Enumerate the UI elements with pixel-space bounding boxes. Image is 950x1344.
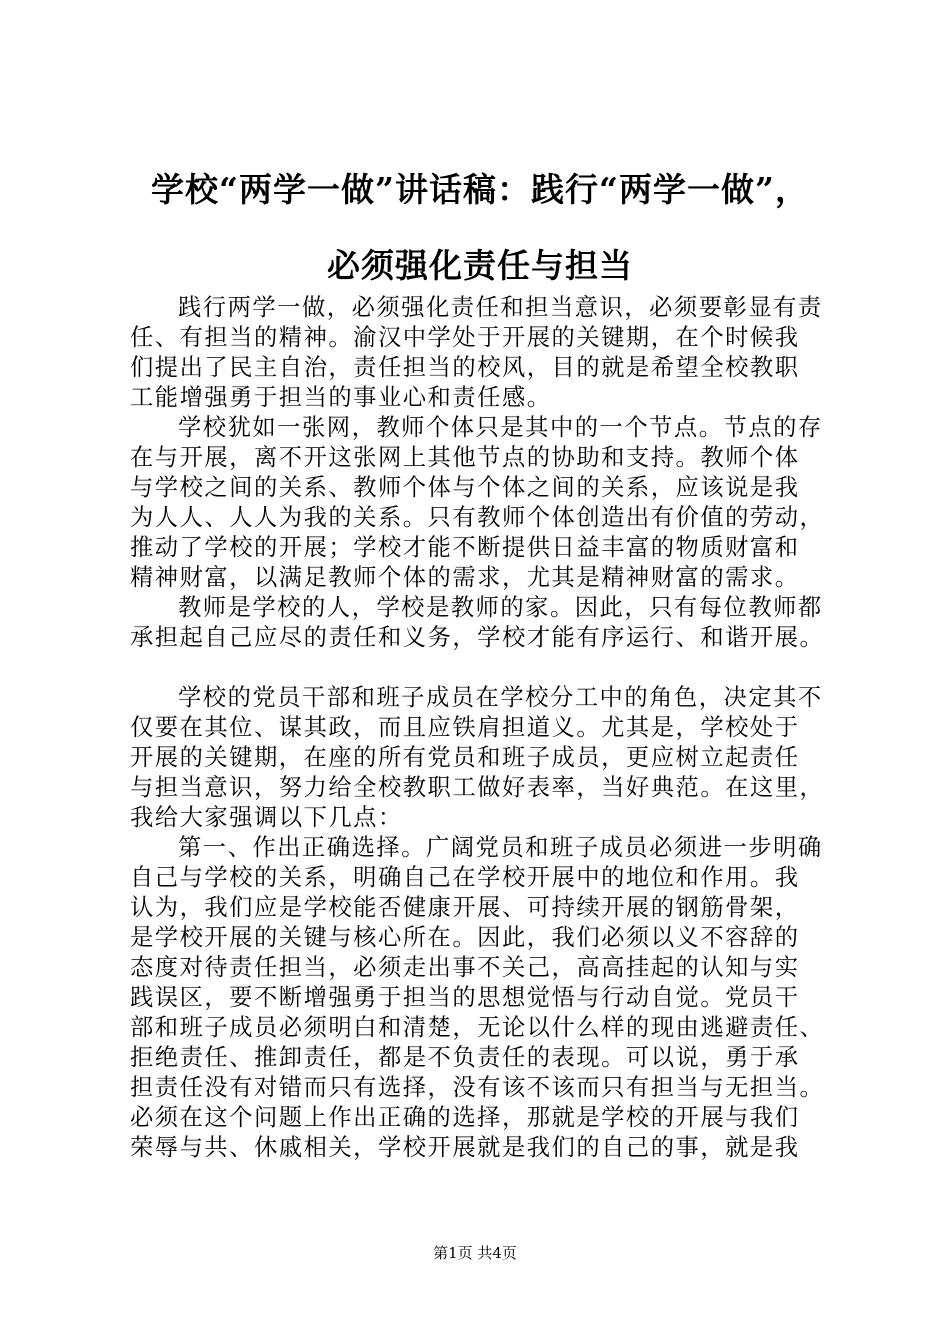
paragraph-4 <box>130 683 850 833</box>
text-line: 必须在这个问题上作出正确的选择，那就是学校的开展与我们 <box>130 1104 800 1131</box>
page-footer: 第1页 共4页 <box>433 1244 517 1262</box>
paragraph-spacer <box>130 653 850 683</box>
paragraph-2 <box>130 413 850 593</box>
text-line: 践误区，要不断增强勇于担当的思想觉悟与行动自觉。党员干 <box>130 984 800 1011</box>
text-line: 与学校之间的关系、教师个体与个体之间的关系，应该说是我 <box>130 474 800 501</box>
text-line: 第一、作出正确选择。广阔党员和班子成员必须进一步明确 <box>178 834 823 861</box>
text-line: 在与开展，离不开这张网上其他节点的协助和支持。教师个体 <box>130 444 800 471</box>
text-line: 我给大家强调以下几点： <box>130 804 403 831</box>
text-line: 态度对待责任担当，必须走出事不关己，高高挂起的认知与实 <box>130 954 800 981</box>
text-line: 践行两学一做，必须强化责任和担当意识，必须要彰显有责 <box>178 294 823 321</box>
text-line: 仅要在其位、谋其政，而且应铁肩担道义。尤其是，学校处于 <box>130 714 800 741</box>
text-line: 承担起自己应尽的责任和义务，学校才能有序运行、和谐开展。 <box>130 624 825 651</box>
text-line: 是学校开展的关键与核心所在。因此，我们必须以义不容辞的 <box>130 924 800 951</box>
document-body <box>130 293 850 1163</box>
text-line: 自己与学校的关系，明确自己在学校开展中的地位和作用。我 <box>130 864 800 891</box>
text-line: 推动了学校的开展；学校才能不断提供日益丰富的物质财富和 <box>130 534 800 561</box>
text-line: 工能增强勇于担当的事业心和责任感。 <box>130 384 552 411</box>
text-line: 为人人、人人为我的关系。只有教师个体创造出有价值的劳动， <box>130 504 825 531</box>
text-line: 们提出了民主自治，责任担当的校风，目的就是希望全校教职 <box>130 354 800 381</box>
paragraph-5 <box>130 833 850 1163</box>
text-line: 认为，我们应是学校能否健康开展、可持续开展的钢筋骨架， <box>130 894 800 921</box>
text-line: 部和班子成员必须明白和清楚，无论以什么样的现由逃避责任、 <box>130 1014 825 1041</box>
text-line: 拒绝责任、推卸责任，都是不负责任的表现。可以说，勇于承 <box>130 1044 800 1071</box>
text-line: 教师是学校的人，学校是教师的家。因此，只有每位教师都 <box>178 594 823 621</box>
text-line: 任、有担当的精神。渝汉中学处于开展的关键期，在个时候我 <box>130 324 800 351</box>
text-line: 担责任没有对错而只有选择，没有该不该而只有担当与无担当。 <box>130 1074 825 1101</box>
text-line: 学校犹如一张网，教师个体只是其中的一个节点。节点的存 <box>178 414 823 441</box>
text-line: 开展的关键期，在座的所有党员和班子成员，更应树立起责任 <box>130 744 800 771</box>
document-title-line-1: 学校“两学一做”讲话稿：践行“两学一做”， <box>151 170 809 209</box>
text-line: 精神财富，以满足教师个体的需求，尤其是精神财富的需求。 <box>130 564 800 591</box>
text-line: 荣辱与共、休戚相关，学校开展就是我们的自己的事，就是我 <box>130 1134 800 1161</box>
paragraph-3 <box>130 593 850 653</box>
document-title-line-2: 必须强化责任与担当 <box>327 246 633 285</box>
text-line: 学校的党员干部和班子成员在学校分工中的角色，决定其不 <box>178 684 823 711</box>
paragraph-1 <box>130 293 850 413</box>
text-line: 与担当意识，努力给全校教职工做好表率，当好典范。在这里， <box>130 774 825 801</box>
